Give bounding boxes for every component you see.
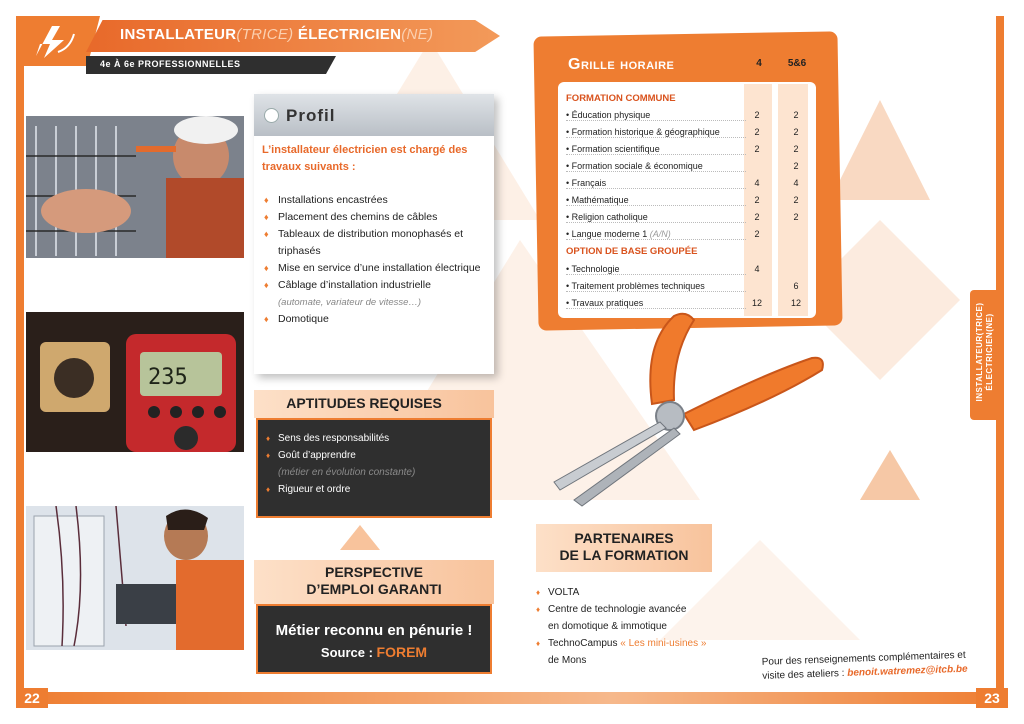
perspective-statement: Métier reconnu en pénurie ! <box>275 622 473 639</box>
aptitudes-list <box>266 430 486 498</box>
page-number-left: 22 <box>16 688 48 708</box>
grille-title: Grille horaire <box>568 56 675 73</box>
contact-info: Pour des renseignements complémentaires et visite des ateliers : benoit.watremez@itcb.be <box>761 649 968 682</box>
page-number-right: 23 <box>976 688 1008 708</box>
table-row: • Langue moderne 1 (A/N) 2 <box>566 227 806 243</box>
list-item: ♦ Placement des chemins de câbles <box>262 209 488 226</box>
table-row: • Traitement problèmes techniques 6 <box>566 279 806 295</box>
table-row: • Travaux pratiques 12 12 <box>566 296 806 312</box>
profil-card <box>254 94 494 374</box>
photo-electrician-wiring-panel <box>26 116 244 258</box>
hours-5-6: 6 <box>793 281 799 291</box>
hours-5-6: 2 <box>793 212 799 222</box>
list-item: ♦ Domotique <box>262 311 488 328</box>
partenaires-title: PARTENAIRES DE LA FORMATION <box>559 530 689 563</box>
profil-title: Profil <box>286 106 336 125</box>
pliers-illustration <box>534 304 834 514</box>
bottom-page-border <box>16 692 1008 704</box>
list-item: ♦ Centre de technologie avancée en domotique & immotique <box>536 601 736 635</box>
hours-4: 2 <box>754 195 760 205</box>
circle-bullet-icon <box>264 108 279 123</box>
partenaires-list <box>536 584 736 669</box>
perspective-box <box>256 604 492 674</box>
table-row: • Formation historique & géographique 2 2 <box>566 125 806 141</box>
section-formation-commune: FORMATION COMMUNE <box>566 93 676 104</box>
page-title: INSTALLATEUR(TRICE) ÉLECTRICIEN(NE) <box>120 26 434 43</box>
hours-5-6: 2 <box>793 110 799 120</box>
hours-4: 2 <box>754 127 760 137</box>
list-item: ♦ Câblage d’installation industrielle (automate, variateur de vitesse…) <box>262 277 488 311</box>
table-row: • Formation sociale & économique 2 <box>566 159 806 175</box>
perspective-source: Source : FOREM <box>320 644 428 660</box>
hours-4: 4 <box>754 178 760 188</box>
table-row: • Religion catholique 2 2 <box>566 210 806 226</box>
hours-5-6: 2 <box>793 195 799 205</box>
grille-column-4: 4 <box>756 58 762 69</box>
table-row: • Technologie 4 <box>566 262 806 278</box>
list-item: ♦ TechnoCampus « Les mini-usines » de Mons <box>536 635 736 669</box>
section-option-base: OPTION DE BASE GROUPÉE <box>566 246 698 257</box>
photo-multimeter <box>26 312 244 452</box>
list-item: ♦ Goût d’apprendre (métier en évolution constante) <box>266 447 486 481</box>
list-item: ♦ VOLTA <box>536 584 736 601</box>
table-row: • Français 4 4 <box>566 176 806 192</box>
hours-4: 2 <box>754 212 760 222</box>
hours-4: 2 <box>754 229 760 239</box>
grille-column-5-6: 5&6 <box>787 58 807 69</box>
list-item: ♦ Installations encastrées <box>262 192 488 209</box>
hours-5-6: 12 <box>790 298 801 308</box>
subtitle: 4e À 6e PROFESSIONNELLES <box>100 59 241 69</box>
list-item: ♦ Mise en service d’une installation électrique <box>262 260 488 277</box>
profil-task-list <box>262 192 488 328</box>
svg-text:235: 235 <box>148 365 188 390</box>
hours-4: 12 <box>751 298 762 308</box>
left-page-border <box>16 16 24 704</box>
lightning-icon <box>30 22 78 60</box>
technician-illustration <box>26 506 244 650</box>
hours-5-6: 2 <box>793 144 799 154</box>
list-item: ♦ Rigueur et ordre <box>266 481 486 498</box>
side-tab-label: INSTALLATEUR(TRICE) ÉLECTRICIEN(NE) <box>975 302 994 402</box>
perspective-title: PERSPECTIVE D’EMPLOI GARANTI <box>306 564 442 597</box>
table-row: • Éducation physique 2 2 <box>566 108 806 124</box>
table-row: • Mathématique 2 2 <box>566 193 806 209</box>
multimeter-illustration <box>26 312 244 452</box>
hours-5-6: 2 <box>793 127 799 137</box>
hours-5-6: 2 <box>793 161 799 171</box>
hours-4: 2 <box>754 144 760 154</box>
hours-4: 4 <box>754 264 760 274</box>
photo-technician-laptop <box>26 506 244 650</box>
table-row: • Formation scientifique 2 2 <box>566 142 806 158</box>
list-item: ♦ Sens des responsabilités <box>266 430 486 447</box>
email-link[interactable]: benoit.watremez@itcb.be <box>847 663 968 679</box>
hours-5-6: 4 <box>793 178 799 188</box>
wiring-panel-illustration <box>26 116 244 258</box>
profil-intro: L’installateur électricien est chargé des travaux suivants : <box>262 144 468 173</box>
hours-4: 2 <box>754 110 760 120</box>
aptitudes-title: APTITUDES REQUISES <box>286 395 442 411</box>
list-item: ♦ Tableaux de distribution monophasés et triphasés <box>262 226 488 260</box>
